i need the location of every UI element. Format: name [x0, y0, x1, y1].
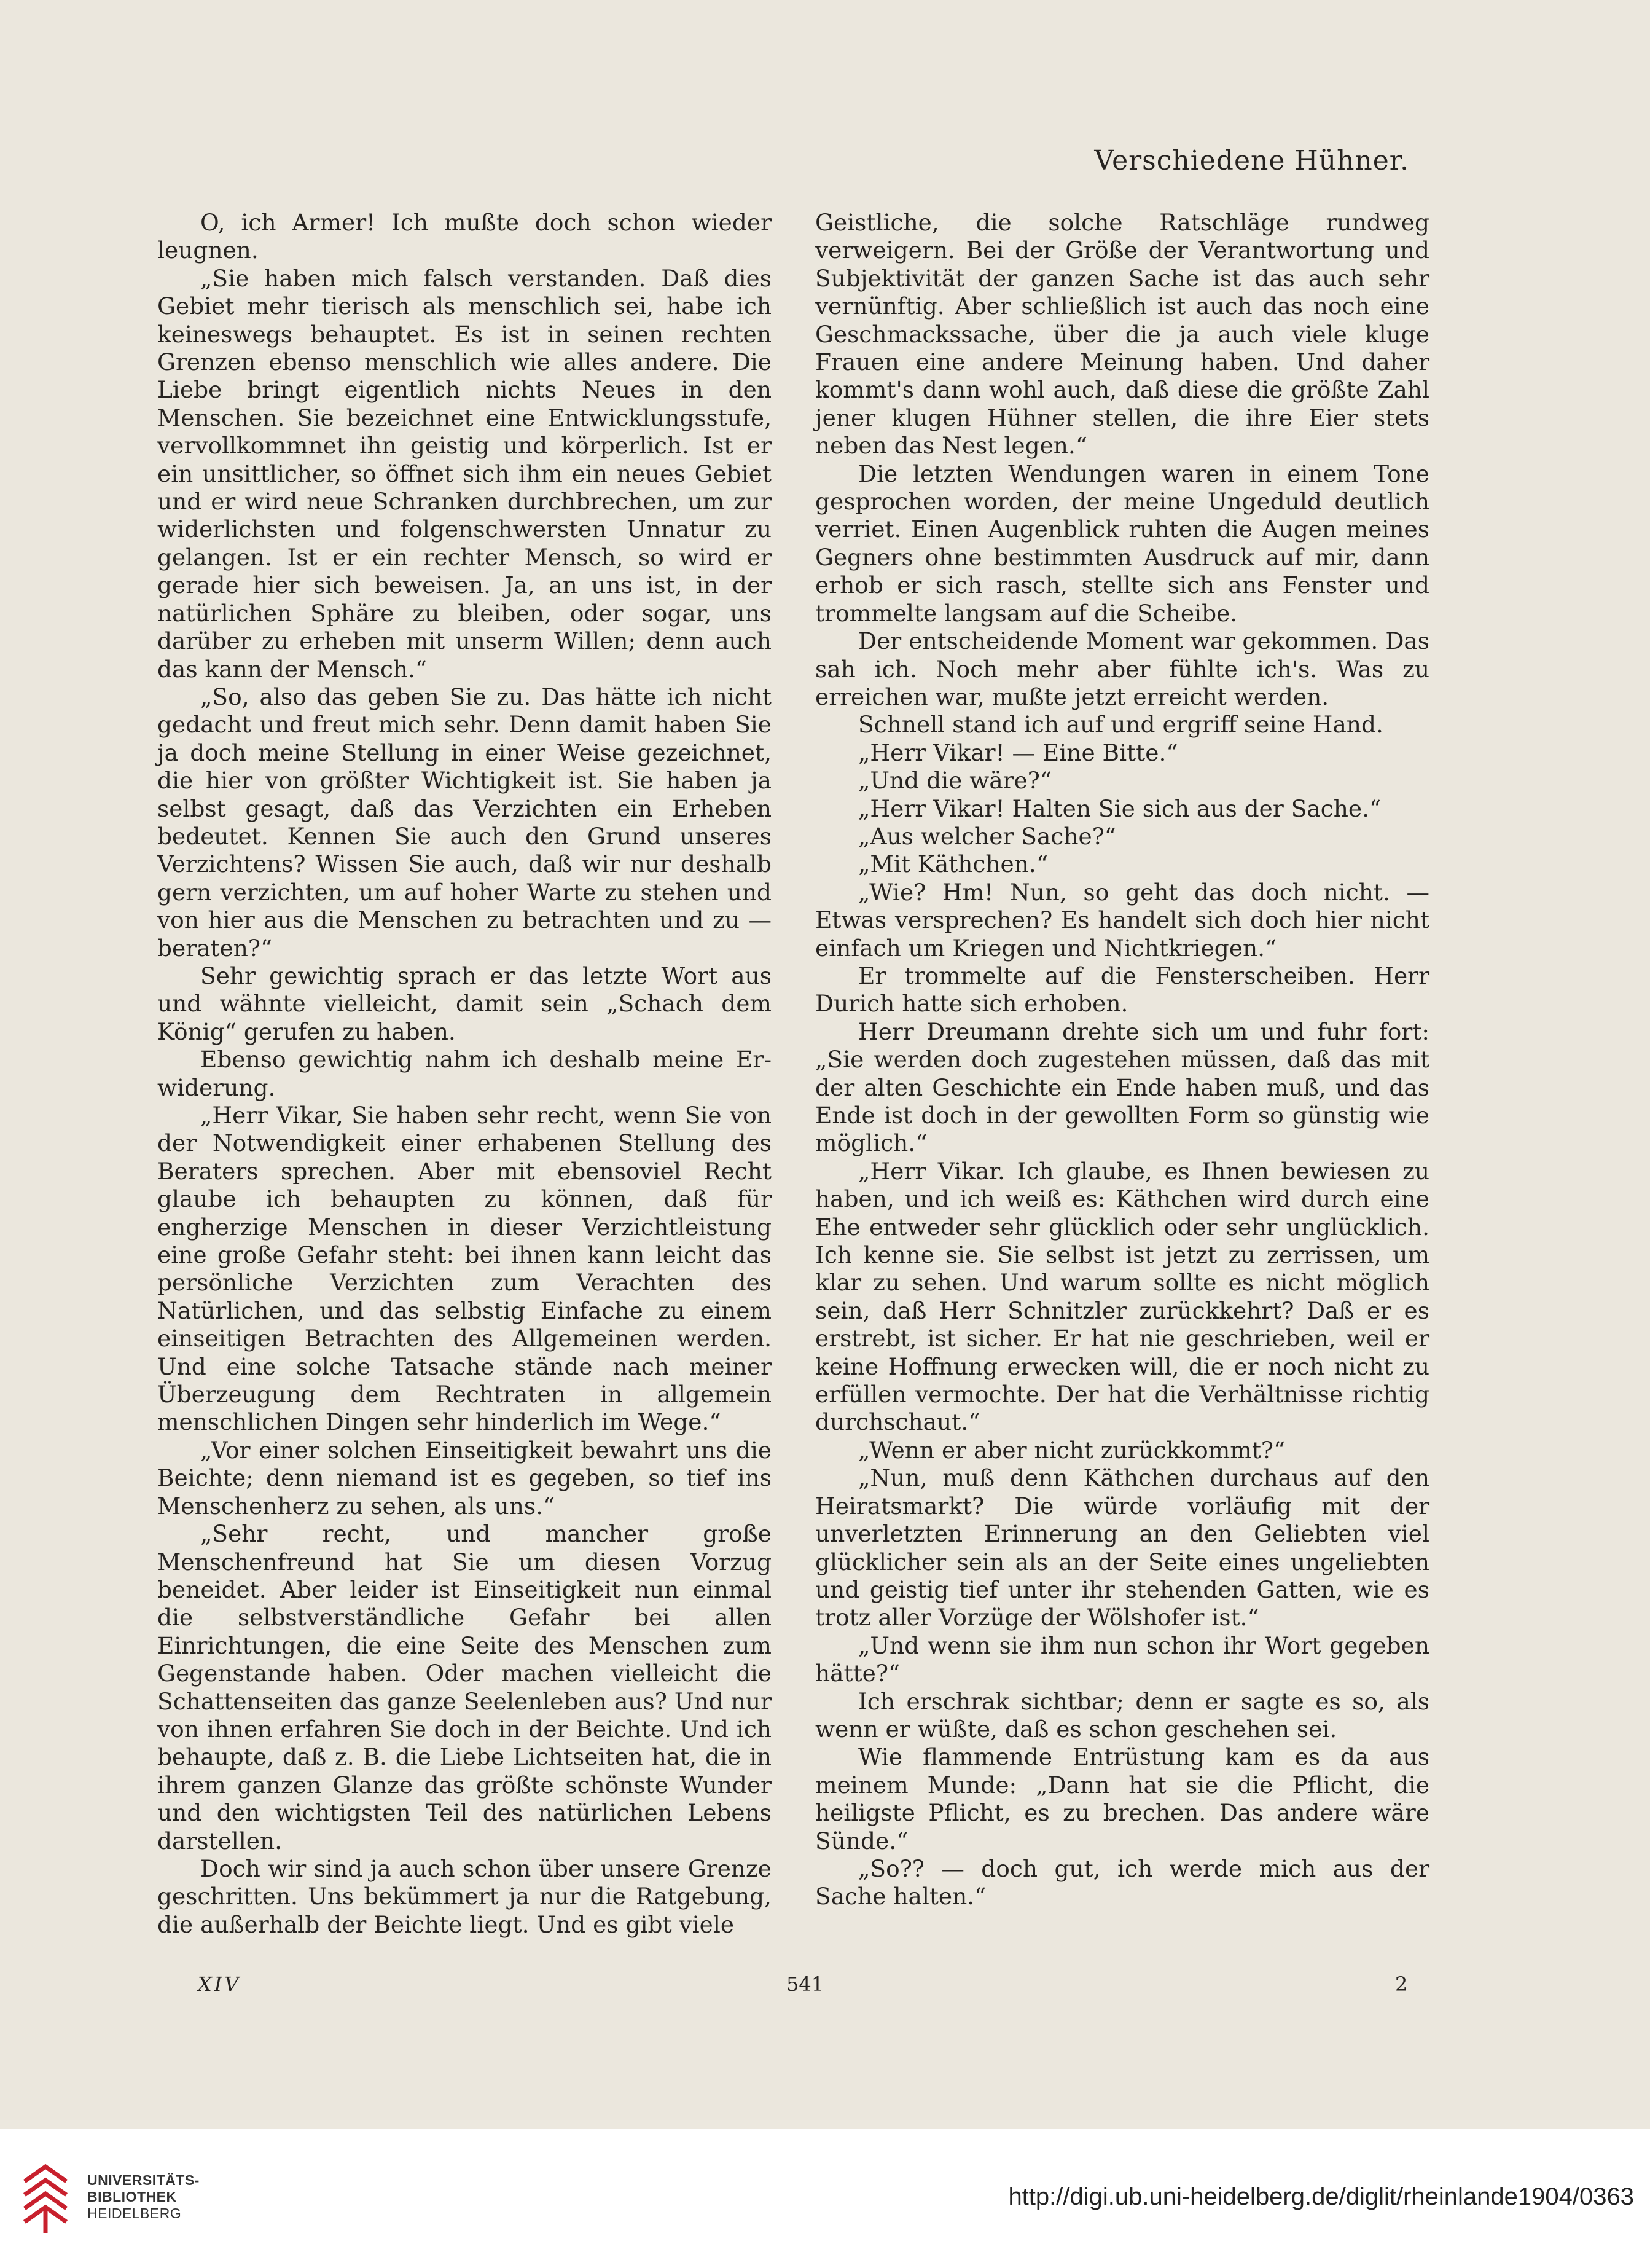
sheet-signature: 2 — [1395, 1972, 1408, 1996]
paragraph: Schnell stand ich auf und ergriff seine Hand. — [858, 711, 1383, 739]
paragraph: „So?? — doch gut, ich werde mich aus der Sache halten.“ — [815, 1854, 1429, 1910]
paragraph: Er trommelte auf die Fensterscheiben. Herr Durich hatte sich erhoben. — [815, 962, 1429, 1018]
library-name-line2: BIBLIOTHEK — [87, 2189, 177, 2205]
paragraph: „Sehr recht, und mancher große Menschenfreund hat Sie um diesen Vorzug beneidet. Aber leider ist Einseitigkeit nun einmal die selbstverständliche Gefahr bei allen Einrichtungen, die eine Seite des Menschen zum Gegenstande haben. Oder machen vielleicht die Schattenseiten das ganze Seelenleben aus? Und nur von ihnen erfahren Sie doch in der Beichte. Und ich behaupte, daß z. B. die Liebe Lichtseiten hat, die in ihrem ganzen Glanze das größte schönste Wunder und den wichtigsten Teil des natürlichen Lebens darstellen. — [157, 1520, 772, 1854]
paragraph: „So, also das geben Sie zu. Das hätte ich nicht gedacht und freut mich sehr. Denn damit haben Sie ja doch meine Stellung in einer Weise gezeichnet, die hier von größter Wichtigkeit ist. Sie haben ja selbst gesagt, daß das Verzichten ein Erheben bedeutet. Kennen Sie auch den Grund unseres Verzichtens? Wissen Sie auch, daß wir nur deshalb gern verzichten, um auf hoher Warte zu stehen und von hier aus die Menschen zu betrachten und zu — beraten?“ — [157, 683, 772, 962]
running-head: Verschiedene Hühner. — [1094, 145, 1409, 176]
paragraph: Wie flammende Entrüstung kam es da aus meinem Munde: „Dann hat sie die Pflicht, die heiligste Pflicht, es zu brechen. Das andere wäre Sünde.“ — [815, 1743, 1429, 1854]
paragraph: O, ich Armer! Ich mußte doch schon wieder leugnen. — [157, 209, 772, 264]
right-text-column — [815, 209, 1429, 1911]
paragraph: „Wenn er aber nicht zurückkommt?“ — [858, 1436, 1286, 1464]
paragraph: Sehr gewichtig sprach er das letzte Wort aus und wähnte vielleicht, damit sein „Schach dem König“ gerufen zu haben. — [157, 962, 772, 1045]
paragraph: „Herr Vikar. Ich glaube, es Ihnen bewiesen zu haben, und ich weiß es: Käthchen wird durch eine Ehe entweder sehr glücklich oder sehr unglücklich. Ich kenne sie. Sie selbst ist jetzt zu zerrissen, um klar zu sehen. Und warum sollte es nicht möglich sein, daß Herr Schnitzler zurückkehrt? Daß er es erstrebt, ist sicher. Er hat nie geschrieben, weil er keine Hoffnung erwecken will, die er noch nicht zu erfüllen vermochte. Der hat die Verhältnisse richtig durchschaut.“ — [815, 1157, 1429, 1436]
paragraph: Geistliche, die solche Ratschläge rundweg verweigern. Bei der Größe der Verantwortung und Subjektivität der ganzen Sache ist das auch sehr vernünftig. Aber schließlich ist auch das noch eine Geschmackssache, über die ja auch viele kluge Frauen eine andere Meinung haben. Und daher kommt's dann wohl auch, daß diese die größte Zahl jener klugen Hühner stellen, die ihre Eier stets neben das Nest legen.“ — [815, 209, 1429, 460]
paragraph: „Und wenn sie ihm nun schon ihr Wort gegeben hätte?“ — [815, 1631, 1429, 1687]
paragraph: Die letzten Wendungen waren in einem Tone gesprochen worden, der meine Ungeduld deutlich verriet. Einen Augenblick ruhten die Augen meines Gegners ohne bestimmten Ausdruck auf mir, dann erhob er sich rasch, stellte sich ans Fenster und trommelte langsam auf die Scheibe. — [815, 460, 1429, 627]
page-number: 541 — [786, 1972, 824, 1996]
library-logo-icon — [18, 2163, 72, 2235]
paragraph: „Herr Vikar! Halten Sie sich aus der Sache.“ — [858, 795, 1382, 822]
library-name — [87, 2172, 200, 2222]
paragraph: Ich erschrak sichtbar; denn er sagte es so, als wenn er wüßte, daß es schon geschehen sei. — [815, 1687, 1429, 1743]
paragraph: „Sie haben mich falsch verstanden. Daß dies Gebiet mehr tierisch als menschlich sei, habe ich keineswegs behauptet. Es ist in seinen rechten Grenzen ebenso menschlich wie alles andere. Die Liebe bringt eigentlich nichts Neues in den Menschen. Sie bezeichnet eine Entwicklungsstufe, vervollkommnet ihn geistig und körperlich. Ist er ein unsittlicher, so öffnet sich ihm ein neues Gebiet und er wird neue Schranken durchbrechen, um zur widerlichsten und folgenschwersten Unnatur zu gelangen. Ist er ein rechter Mensch, so wird er gerade hier sich beweisen. Ja, an uns ist, in der natürlichen Sphäre zu bleiben, oder sogar, uns darüber zu erheben mit unserm Willen; denn auch das kann der Mensch.“ — [157, 264, 772, 683]
library-name-line3: HEIDELBERG — [87, 2205, 182, 2221]
paragraph: „Herr Vikar, Sie haben sehr recht, wenn Sie von der Notwendigkeit einer erhabenen Stellung des Beraters sprechen. Aber mit ebensoviel Recht glaube ich behaupten zu können, daß für engherzige Menschen in dieser Verzichtleistung eine große Gefahr steht: bei ihnen kann leicht das persönliche Verzichten zum Verachten des Natürlichen, und das selbstig Einfache zu einem einseitigen Betrachten des Allgemeinen werden. Und eine solche Tatsache stände nach meiner Überzeugung dem Rechtraten in allgemein menschlichen Dingen sehr hinderlich im Wege.“ — [157, 1102, 772, 1436]
paragraph: „Wie? Hm! Nun, so geht das doch nicht. — Etwas versprechen? Es handelt sich doch hier nicht einfach um Kriegen und Nichtkriegen.“ — [815, 878, 1429, 962]
library-footer-band — [0, 2129, 1650, 2268]
paragraph: Doch wir sind ja auch schon über unsere Grenze geschritten. Uns bekümmert ja nur die Ratgebung, die außerhalb der Beichte liegt. Und es gibt viele — [157, 1854, 772, 1938]
paragraph: „Vor einer solchen Einseitigkeit bewahrt uns die Beichte; denn niemand ist es gegeben, so tief ins Menschenherz zu sehen, als uns.“ — [157, 1436, 772, 1520]
library-name-line1: UNIVERSITÄTS- — [87, 2172, 200, 2188]
paragraph: „Mit Käthchen.“ — [858, 850, 1048, 878]
paragraph: Herr Dreumann drehte sich um und fuhr fort: „Sie werden doch zugestehen müssen, daß das mit der alten Geschichte ein Ende haben muß, und das Ende ist doch in der gewollten Form so günstig wie möglich.“ — [815, 1018, 1429, 1157]
volume-number: XIV — [198, 1972, 241, 1996]
paragraph: „Und die wäre?“ — [858, 767, 1052, 795]
paragraph: „Herr Vikar! — Eine Bitte.“ — [858, 739, 1178, 766]
source-url-link[interactable]: http://digi.ub.uni-heidelberg.de/diglit/rheinlande1904/0363 — [1008, 2183, 1634, 2210]
paragraph: „Nun, muß denn Käthchen durchaus auf den Heiratsmarkt? Die würde vorläufig mit der unverletzten Erinnerung an den Geliebten viel glücklicher sein als an der Seite eines ungeliebten und geistig tief unter ihr stehenden Gatten, wie es trotz aller Vorzüge der Wölshofer ist.“ — [815, 1464, 1429, 1631]
left-text-column — [157, 209, 772, 1939]
paragraph: Der entscheidende Moment war gekommen. Das sah ich. Noch mehr aber fühlte ich's. Was zu erreichen war, mußte jetzt erreicht werden. — [815, 627, 1429, 710]
paragraph: Ebenso gewichtig nahm ich deshalb meine Erwiderung. — [157, 1046, 772, 1101]
paragraph: „Aus welcher Sache?“ — [858, 822, 1116, 850]
